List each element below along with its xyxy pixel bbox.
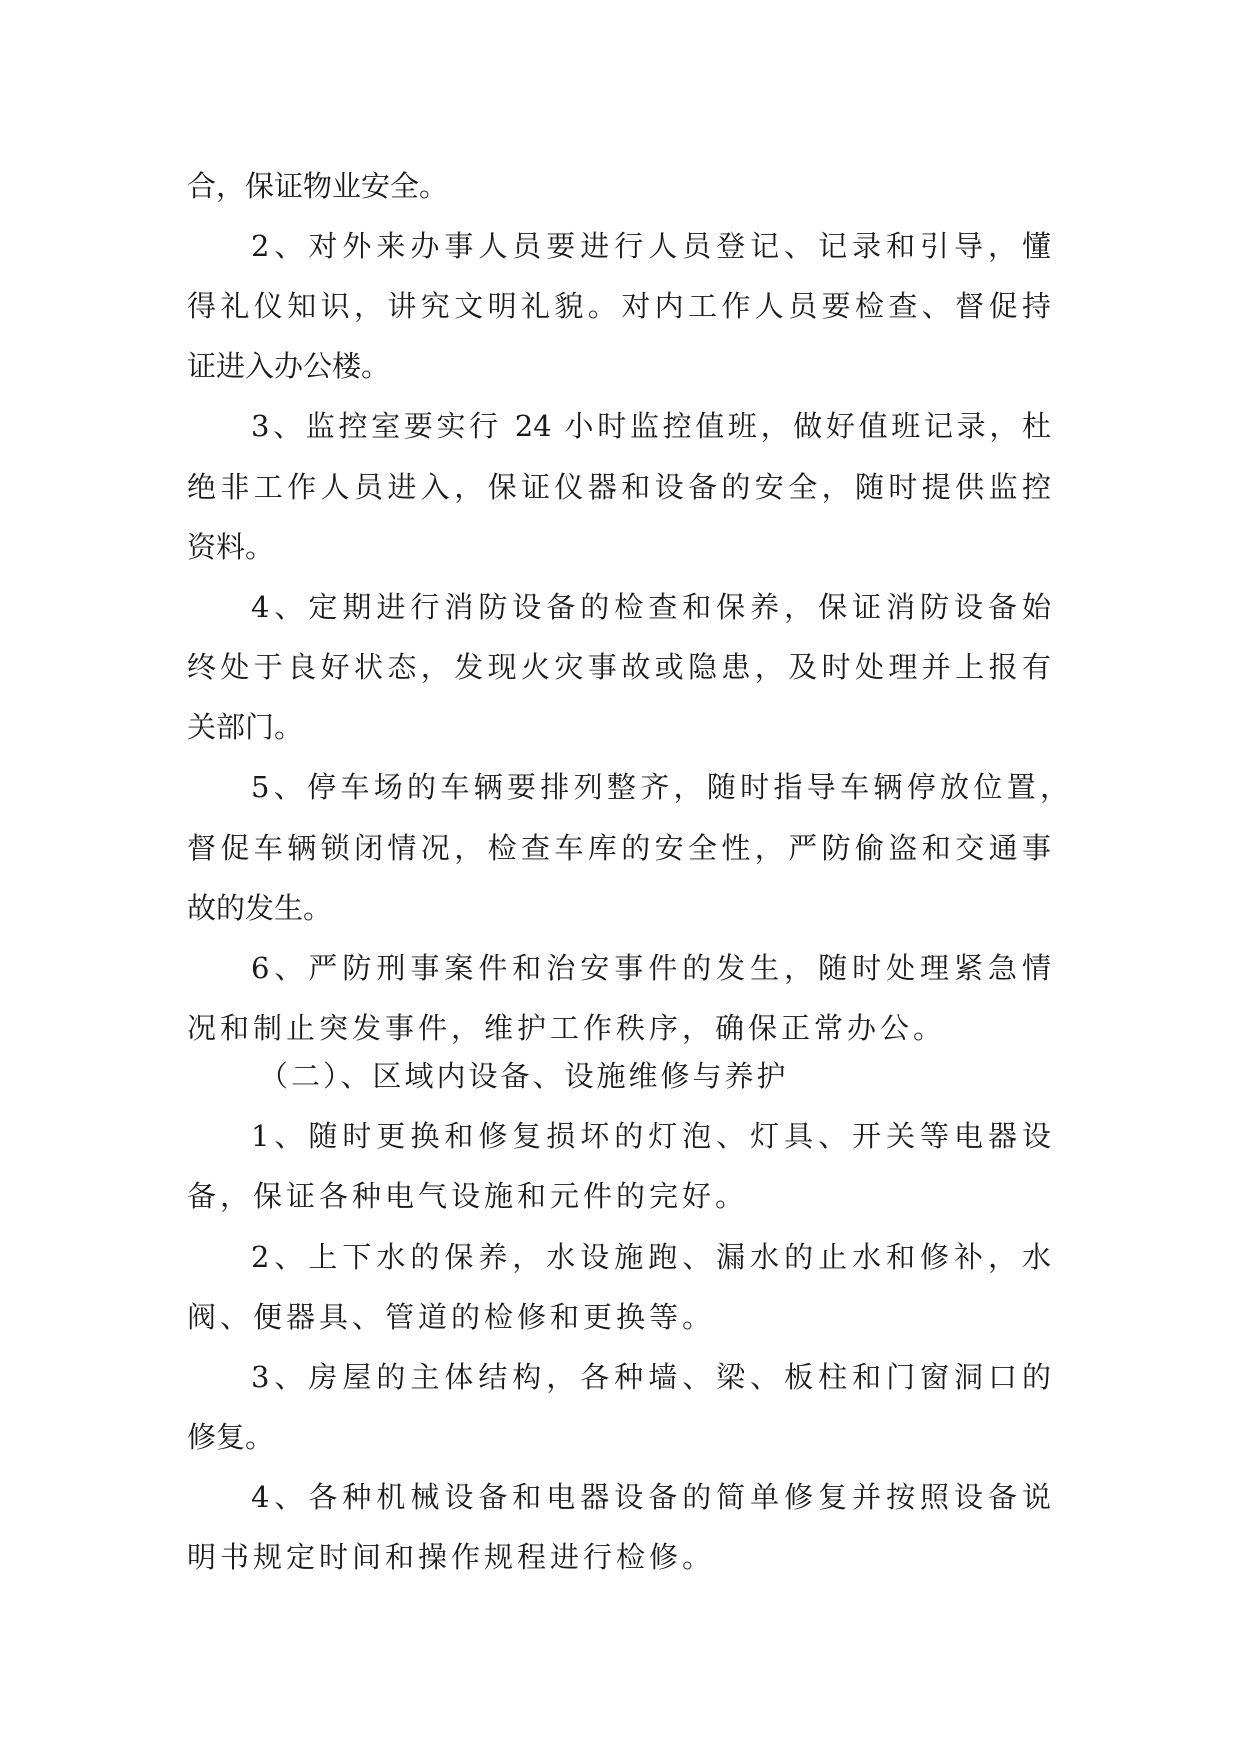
paragraph-start-line: 4、各种机械设备和电器设备的简单修复并按照设备说 — [251, 1480, 1051, 1514]
paragraph-start-line: 5、停车场的车辆要排列整齐，随时指导车辆停放位置， — [251, 770, 1069, 804]
text-line: 资料。 — [187, 530, 275, 564]
text-line: 况和制止突发事件，维护工作秩序，确保正常办公。 — [187, 1011, 947, 1045]
text-line: 绝非工作人员进入，保证仪器和设备的安全，随时提供监控 — [187, 470, 1051, 504]
paragraph-start-line: 4、定期进行消防设备的检查和保养，保证消防设备始 — [251, 590, 1051, 624]
paragraph-start-line: 3、房屋的主体结构，各种墙、梁、板柱和门窗洞口的 — [251, 1360, 1051, 1394]
paragraph-start-line: 2、对外来办事人员要进行人员登记、记录和引导，懂 — [251, 229, 1051, 263]
text-line: 修复。 — [187, 1420, 275, 1454]
paragraph-start-line: 1、随时更换和修复损坏的灯泡、灯具、开关等电器设 — [251, 1119, 1051, 1153]
text-line: 得礼仪知识，讲究文明礼貌。对内工作人员要检查、督促持 — [187, 289, 1051, 323]
paragraph-start-line: 2、上下水的保养，水设施跑、漏水的止水和修补，水 — [251, 1240, 1051, 1274]
text-line: 关部门。 — [187, 710, 304, 744]
text-line: 终处于良好状态，发现火灾事故或隐患，及时处理并上报有 — [187, 650, 1051, 684]
text-line: 阀、便器具、管道的检修和更换等。 — [187, 1300, 716, 1334]
section-heading: （二）、区域内设备、设施维修与养护 — [259, 1059, 789, 1093]
text-line: 合，保证物业安全。 — [187, 169, 449, 203]
paragraph-start-line: 3、监控室要实行 24 小时监控值班，做好值班记录，杜 — [251, 409, 1051, 443]
paragraph-start-line: 6、严防刑事案件和治安事件的发生，随时处理紧急情 — [251, 951, 1051, 985]
text-line: 故的发生。 — [187, 891, 333, 925]
text-line: 明书规定时间和操作规程进行检修。 — [187, 1540, 716, 1574]
text-line: 备，保证各种电气设施和元件的完好。 — [187, 1179, 749, 1213]
text-line: 督促车辆锁闭情况，检查车库的安全性，严防偷盗和交通事 — [187, 831, 1051, 865]
text-line: 证进入办公楼。 — [187, 349, 391, 383]
